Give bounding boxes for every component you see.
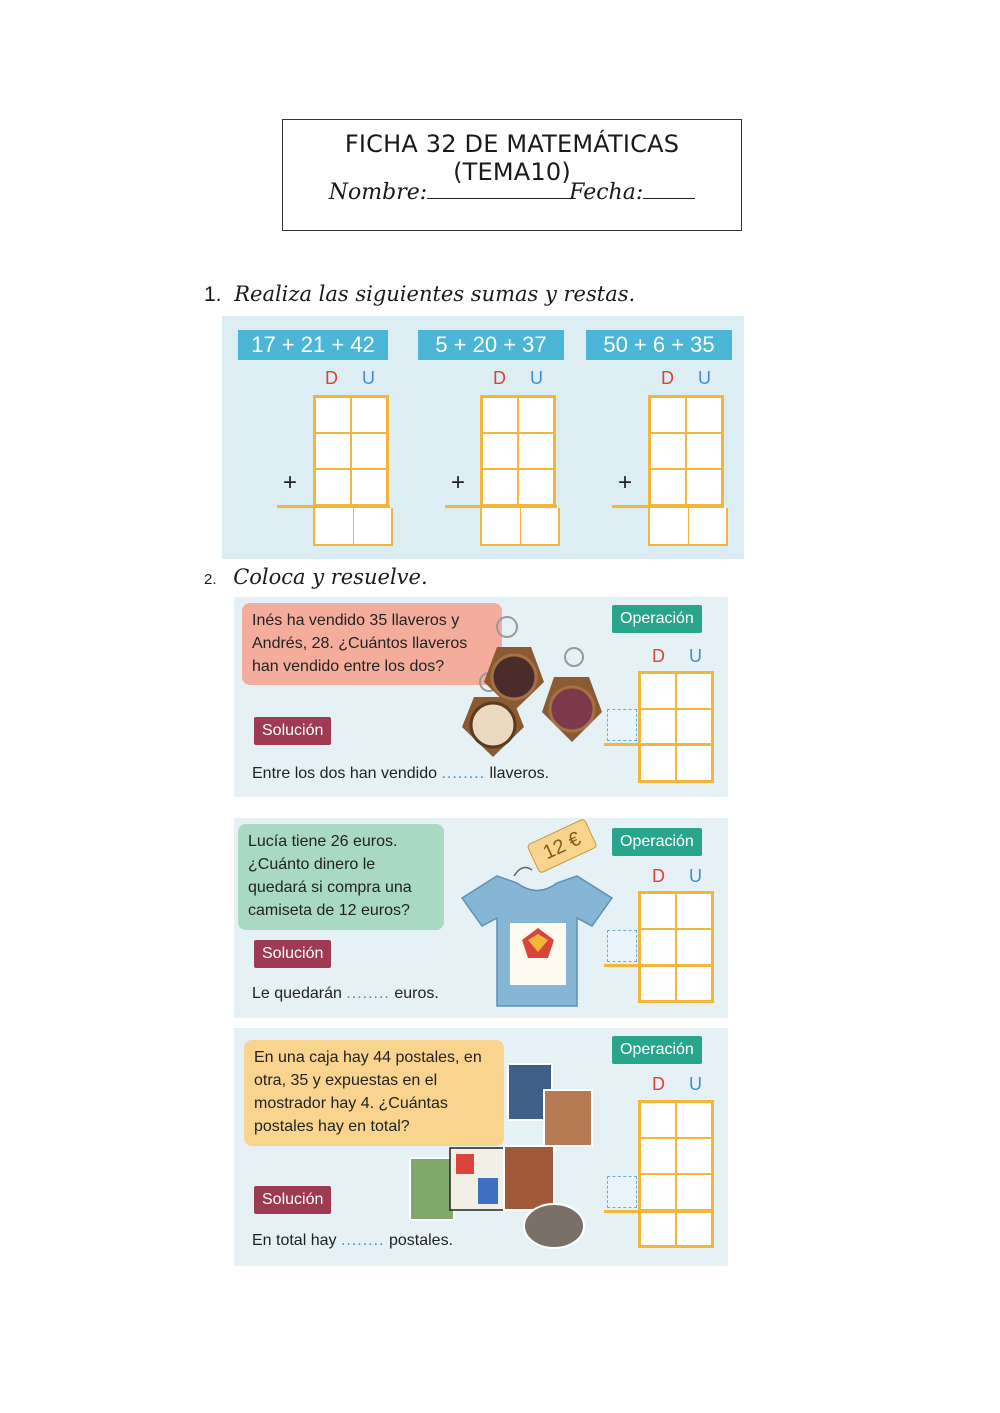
sum-line <box>277 505 390 508</box>
units-label: U <box>698 368 711 388</box>
grid-cell[interactable] <box>676 965 712 1001</box>
grid-cell[interactable] <box>650 433 686 469</box>
grid-cell[interactable] <box>676 673 712 709</box>
grid-cell[interactable] <box>640 745 676 781</box>
answer-sentence <box>252 985 439 1003</box>
du-grid <box>480 395 556 507</box>
exercise2-heading <box>204 565 428 589</box>
keychains-illustration <box>414 607 634 767</box>
sum-line <box>604 743 714 746</box>
result-cell[interactable] <box>482 508 521 544</box>
name-label: Nombre: <box>328 180 428 205</box>
name-field[interactable] <box>427 178 569 199</box>
grid-cell[interactable] <box>640 965 676 1001</box>
name-date-line <box>283 178 741 205</box>
exercise1-panel <box>222 316 744 559</box>
exercise1-number: 1. <box>204 283 222 306</box>
problem-panel <box>234 1028 728 1266</box>
grid-cell[interactable] <box>351 469 387 505</box>
units-label: U <box>362 368 375 388</box>
problem-statement: Inés ha vendido 35 llaveros y Andrés, 28. ¿Cuántos llaveros han vendido entre los dos? <box>242 603 502 685</box>
grid-cell[interactable] <box>640 1102 676 1138</box>
plus-sign: + <box>618 469 633 496</box>
problem-statement: Lucía tiene 26 euros. ¿Cuánto dinero le quedará si compra una camiseta de 12 euros? <box>238 824 444 930</box>
grid-cell[interactable] <box>640 929 676 965</box>
operation-badge: Operación <box>612 605 702 633</box>
header-box <box>282 119 742 231</box>
grid-cell[interactable] <box>676 1210 712 1246</box>
result-row <box>480 508 560 546</box>
grid-cell[interactable] <box>676 1138 712 1174</box>
grid-cell[interactable] <box>315 433 351 469</box>
du-grid <box>313 395 389 507</box>
operator-box[interactable] <box>607 930 637 962</box>
plus-sign: + <box>451 469 466 496</box>
grid-cell[interactable] <box>351 397 387 433</box>
answer-blank[interactable]: ........ <box>340 1232 385 1249</box>
worksheet-title: FICHA 32 DE MATEMÁTICAS (TEMA10) <box>344 130 680 186</box>
operation-badge: Operación <box>612 1036 702 1064</box>
grid-cell[interactable] <box>686 397 722 433</box>
answer-before: Le quedarán <box>252 985 342 1002</box>
grid-cell[interactable] <box>640 893 676 929</box>
units-label: U <box>530 368 543 388</box>
grid-cell[interactable] <box>676 709 712 745</box>
answer-after: llaveros. <box>489 765 550 782</box>
tens-label: D <box>661 368 674 388</box>
problem-statement: En una caja hay 44 postales, en otra, 35 y expuestas en el mostrador hay 4. ¿Cuántas postales hay en total? <box>244 1040 504 1146</box>
operation-label: 17 + 21 + 42 <box>238 330 388 360</box>
grid-cell[interactable] <box>482 433 518 469</box>
date-label: Fecha: <box>569 180 644 205</box>
grid-cell[interactable] <box>676 893 712 929</box>
units-label: U <box>689 646 702 666</box>
sum-line <box>612 505 724 508</box>
grid-cell[interactable] <box>482 469 518 505</box>
du-grid <box>638 891 714 1003</box>
sum-line <box>604 1210 714 1213</box>
answer-sentence <box>252 765 549 783</box>
sum-line <box>604 964 714 967</box>
operation-badge: Operación <box>612 828 702 856</box>
exercise1-instruction: Realiza las siguientes sumas y restas. <box>234 282 636 306</box>
grid-cell[interactable] <box>686 433 722 469</box>
tens-label: D <box>652 1074 665 1094</box>
grid-cell[interactable] <box>482 397 518 433</box>
result-cell[interactable] <box>521 508 559 544</box>
answer-blank[interactable]: ........ <box>346 985 390 1002</box>
tens-label: D <box>652 866 665 886</box>
tens-label: D <box>493 368 506 388</box>
grid-cell[interactable] <box>518 433 554 469</box>
operator-box[interactable] <box>607 1176 637 1208</box>
grid-cell[interactable] <box>518 469 554 505</box>
result-row <box>648 508 728 546</box>
problem-panel <box>234 818 728 1018</box>
answer-before: Entre los dos han vendido <box>252 765 438 782</box>
grid-cell[interactable] <box>650 397 686 433</box>
plus-sign: + <box>283 469 298 496</box>
grid-cell[interactable] <box>640 1210 676 1246</box>
answer-after: postales. <box>388 1232 454 1249</box>
answer-blank[interactable]: ........ <box>441 765 486 782</box>
grid-cell[interactable] <box>676 929 712 965</box>
grid-cell[interactable] <box>676 1174 712 1210</box>
exercise2-number: 2. <box>204 571 217 588</box>
postcards-illustration <box>404 1058 604 1258</box>
operator-box[interactable] <box>607 709 637 741</box>
grid-cell[interactable] <box>640 1138 676 1174</box>
du-grid <box>648 395 724 507</box>
exercise1-heading <box>204 282 635 307</box>
result-row <box>313 508 393 546</box>
grid-cell[interactable] <box>686 469 722 505</box>
du-grid <box>638 1100 714 1248</box>
date-field[interactable] <box>643 178 695 199</box>
result-cell[interactable] <box>354 508 392 544</box>
grid-cell[interactable] <box>676 1102 712 1138</box>
tens-label: D <box>652 646 665 666</box>
units-label: U <box>689 866 702 886</box>
grid-cell[interactable] <box>518 397 554 433</box>
solution-badge: Solución <box>254 717 331 745</box>
answer-before: En total hay <box>252 1232 337 1249</box>
operation-label: 5 + 20 + 37 <box>418 330 564 360</box>
solution-badge: Solución <box>254 940 331 968</box>
result-cell[interactable] <box>650 508 689 544</box>
grid-cell[interactable] <box>351 433 387 469</box>
answer-after: euros. <box>394 985 439 1002</box>
grid-cell[interactable] <box>640 709 676 745</box>
grid-cell[interactable] <box>315 397 351 433</box>
grid-cell[interactable] <box>676 745 712 781</box>
grid-cell[interactable] <box>640 1174 676 1210</box>
grid-cell[interactable] <box>315 469 351 505</box>
du-grid <box>638 671 714 783</box>
sum-line <box>445 505 557 508</box>
result-cell[interactable] <box>315 508 354 544</box>
price-tag-label: 12 € <box>539 827 585 865</box>
grid-cell[interactable] <box>650 469 686 505</box>
solution-badge: Solución <box>254 1186 331 1214</box>
problem-panel <box>234 597 728 797</box>
grid-cell[interactable] <box>640 673 676 709</box>
tens-label: D <box>325 368 338 388</box>
operation-label: 50 + 6 + 35 <box>586 330 732 360</box>
answer-sentence <box>252 1232 453 1250</box>
result-cell[interactable] <box>689 508 727 544</box>
exercise2-instruction: Coloca y resuelve. <box>233 565 428 589</box>
units-label: U <box>689 1074 702 1094</box>
